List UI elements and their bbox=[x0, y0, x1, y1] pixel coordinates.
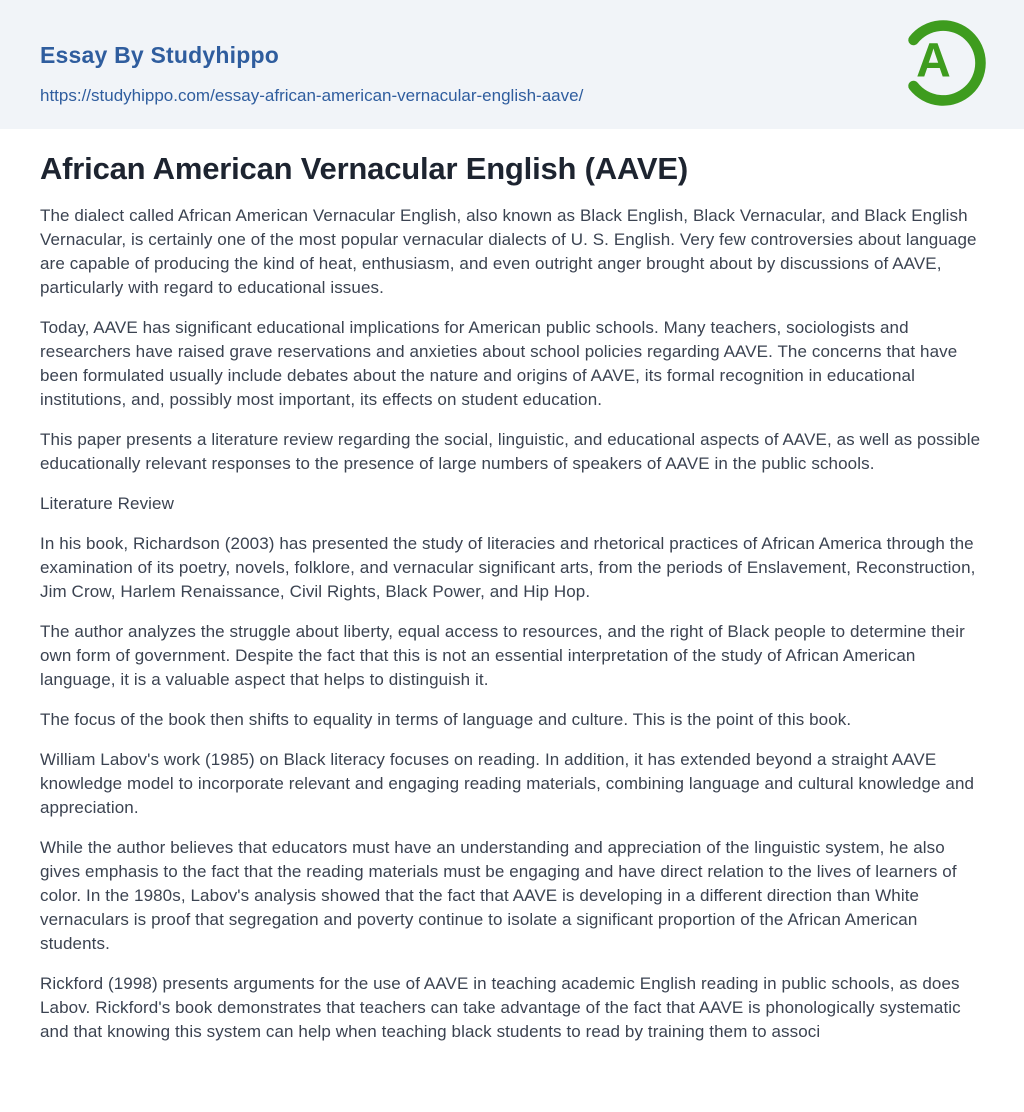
paragraph-labov: William Labov's work (1985) on Black literacy focuses on reading. In addition, it has extended beyond a straight AAVE knowledge model to incorporate relevant and engaging reading materials, combining language and cultural knowledge and appreciation. bbox=[40, 750, 975, 817]
article-title: African American Vernacular English (AAVE) bbox=[40, 151, 688, 186]
paragraph-labov-1980s: While the author believes that educators must have an understanding and appreciation of the linguistic system, he also gives emphasis to the fact that the reading materials must be engaging and have direct relation to the lives of learners of color. In the 1980s, Labov's analysis showed that the fact that AAVE is developing in a different direction than White vernaculars is proof that segregation and poverty continue to isolate a significant proportion of the African American students. bbox=[40, 838, 957, 953]
paragraph-richardson: In his book, Richardson (2003) has presented the study of literacies and rhetorical practices of African America through the examination of its poetry, novels, folklore, and vernacular significant arts, from the periods of Enslavement, Reconstruction, Jim Crow, Harlem Renaissance, Civil Rights, Black Power, and Hip Hop. bbox=[40, 534, 976, 601]
section-literature-review: Literature Review bbox=[40, 494, 174, 513]
studyhippo-logo-icon bbox=[895, 15, 991, 111]
paragraph-rickford: Rickford (1998) presents arguments for the use of AAVE in teaching academic English reading in public schools, as does Labov. Rickford's book demonstrates that teachers can take advantage of the fact that AAVE is phonologically systematic and that knowing this system can help when teaching black students to read by training them to associ bbox=[40, 974, 961, 1041]
paragraph-intro: The dialect called African American Vernacular English, also known as Black English, Black Vernacular, and Black English Vernacular, is certainly one of the most popular vernacular dialects of U. S. English. Very few controversies about language are capable of producing the kind of heat, enthusiasm, and even outright anger brought about by discussions of AAVE, particularly with regard to educational issues. bbox=[40, 206, 977, 297]
page-header bbox=[0, 0, 1024, 129]
logo-letter: A bbox=[916, 34, 951, 88]
page-url-link[interactable]: https://studyhippo.com/essay-african-american-vernacular-english-aave/ bbox=[40, 86, 584, 105]
site-title: Essay By Studyhippo bbox=[40, 42, 279, 68]
paragraph-author-analysis: The author analyzes the struggle about liberty, equal access to resources, and the right of Black people to determine their own form of government. Despite the fact that this is not an essential interpretation of the study of African American language, it is a valuable aspect that helps to distinguish it. bbox=[40, 622, 965, 689]
paragraph-book-focus: The focus of the book then shifts to equality in terms of language and culture. This is the point of this book. bbox=[40, 710, 852, 729]
paragraph-implications: Today, AAVE has significant educational implications for American public schools. Many teachers, sociologists and researchers have raised grave reservations and anxieties about school policies regarding AAVE. The concerns that have been formulated usually include debates about the nature and origins of AAVE, its formal recognition in educational institutions, and, possibly most important, its effects on student education. bbox=[40, 318, 958, 409]
paragraph-paper-purpose: This paper presents a literature review regarding the social, linguistic, and educational aspects of AAVE, as well as possible educationally relevant responses to the presence of large numbers of speakers of AAVE in the public schools. bbox=[40, 430, 981, 473]
article-content bbox=[0, 129, 1024, 1044]
